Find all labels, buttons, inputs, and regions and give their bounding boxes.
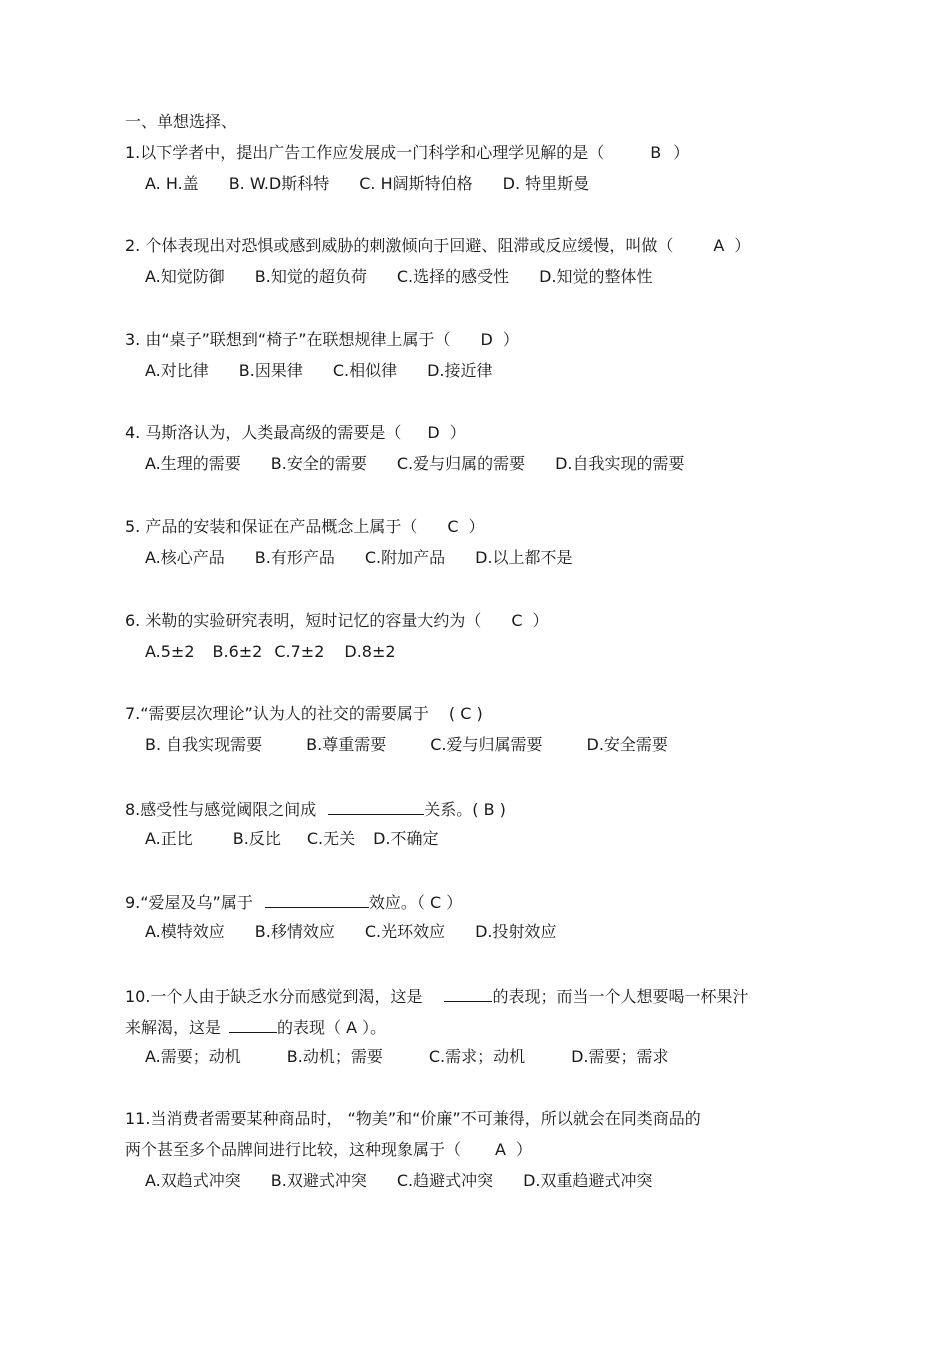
option-b: B.有形产品: [254, 548, 335, 567]
option-c: C.无关: [306, 829, 356, 848]
option-d: D.不确定: [373, 829, 439, 848]
question-4: [125, 421, 845, 483]
options: [125, 265, 845, 296]
option-d: D. 特里斯曼: [502, 174, 590, 193]
question-10: [125, 983, 845, 1076]
option-a: A.双趋式冲突: [145, 1171, 241, 1190]
options: [125, 359, 845, 390]
options: [125, 920, 845, 951]
option-c: C.光环效应: [364, 922, 446, 941]
question-stem: 7.“需要层次理论”认为人的社交的需要属于 ( C ): [125, 704, 483, 723]
answer: C: [447, 517, 459, 536]
option-a: A.需要；动机: [145, 1047, 241, 1066]
question-stem: 8.感受性与感觉阈限之间成 关系。( B ): [125, 796, 845, 827]
question-stem: 10.一个人由于缺乏水分而感觉到渴，这是 的表现；而当一个人想要喝一杯果汁: [125, 983, 845, 1014]
option-a: A.知觉防御: [145, 267, 225, 286]
option-d: D.自我实现的需要: [555, 454, 685, 473]
fill-blank: [229, 1014, 277, 1033]
question-stem: 1.以下学者中，提出广告工作应发展成一门科学和心理学见解的是（ B ）: [125, 143, 690, 162]
question-stem: 6. 米勒的实验研究表明，短时记忆的容量大约为（ C ）: [125, 611, 549, 630]
option-b: B.安全的需要: [270, 454, 367, 473]
option-c: C. H阔斯特伯格: [359, 174, 473, 193]
option-b: B.因果律: [238, 361, 303, 380]
option-c: C.附加产品: [364, 548, 446, 567]
answer: D: [427, 423, 440, 442]
fill-blank: [265, 889, 369, 908]
option-c: C.需求；动机: [428, 1047, 526, 1066]
option-b: B. W.D斯科特: [228, 174, 330, 193]
question-stem: 11.当消费者需要某种商品时， “物美”和“价廉”不可兼得，所以就会在同类商品的: [125, 1109, 701, 1128]
options: [125, 733, 845, 764]
fill-blank: [328, 796, 424, 815]
question-stem: 9.“爱屋及乌”属于 效应。（ C ）: [125, 889, 845, 920]
option-a: A.5±2: [145, 642, 195, 661]
question-11: [125, 1107, 845, 1200]
option-b: B.知觉的超负荷: [254, 267, 367, 286]
option-d: D.知觉的整体性: [539, 267, 653, 286]
question-7: [125, 702, 845, 764]
question-stem-cont: 两个甚至多个品牌间进行比较，这种现象属于（ A ）: [125, 1140, 532, 1159]
question-stem-cont: 来解渴，这是 的表现（ A ）。: [125, 1014, 845, 1045]
question-stem: 2. 个体表现出对恐惧或感到威胁的刺激倾向于回避、阻滞或反应缓慢，叫做（ A ）: [125, 236, 751, 255]
option-b: B.尊重需要: [306, 735, 387, 754]
question-stem: 5. 产品的安装和保证在产品概念上属于（ C ）: [125, 517, 485, 536]
option-a: A.核心产品: [145, 548, 225, 567]
option-a: A.生理的需要: [145, 454, 241, 473]
option-a: A.模特效应: [145, 922, 225, 941]
option-d: D.以上都不是: [475, 548, 573, 567]
option-d: D.双重趋避式冲突: [523, 1171, 653, 1190]
option-c: C.爱与归属需要: [430, 735, 543, 754]
option-a: A. H.盖: [145, 174, 199, 193]
option-d: D.8±2: [344, 642, 396, 661]
answer: B: [650, 143, 662, 162]
question-3: [125, 328, 845, 390]
question-stem: 3. 由“桌子”联想到“椅子”在联想规律上属于（ D ）: [125, 330, 519, 349]
option-a: A.正比: [145, 829, 193, 848]
option-c: C.相似律: [332, 361, 398, 380]
answer: C: [511, 611, 523, 630]
options: [125, 827, 845, 858]
option-d: D.安全需要: [586, 735, 668, 754]
option-b: B.6±2: [212, 642, 263, 661]
option-d: D.接近律: [427, 361, 493, 380]
options: [125, 1169, 845, 1200]
option-c: C.7±2: [274, 642, 325, 661]
question-5: [125, 515, 845, 577]
question-6: [125, 609, 845, 671]
fill-blank: [444, 983, 492, 1002]
answer: ( C ): [448, 704, 483, 723]
options: [125, 452, 845, 483]
option-a: A.对比律: [145, 361, 209, 380]
answer: A: [713, 236, 725, 255]
option-b: B.双避式冲突: [270, 1171, 367, 1190]
option-c: C.选择的感受性: [396, 267, 510, 286]
question-2: [125, 234, 845, 296]
question-8: [125, 796, 845, 858]
options: [125, 546, 845, 577]
option-c: C.趋避式冲突: [396, 1171, 494, 1190]
option-b: B.反比: [232, 829, 281, 848]
option-d: D.投射效应: [475, 922, 557, 941]
option-a: B. 自我实现需要: [145, 735, 263, 754]
question-stem: 4. 马斯洛认为，人类最高级的需要是（ D ）: [125, 423, 466, 442]
options: [125, 172, 845, 203]
option-d: D.需要；需求: [571, 1047, 669, 1066]
answer: D: [480, 330, 493, 349]
question-9: [125, 889, 845, 951]
option-c: C.爱与归属的需要: [396, 454, 526, 473]
option-b: B.动机；需要: [286, 1047, 383, 1066]
option-b: B.移情效应: [254, 922, 335, 941]
options: [125, 1045, 845, 1076]
answer: A: [495, 1140, 506, 1159]
section-title: 一、单想选择、: [125, 112, 238, 131]
options: [125, 640, 845, 671]
question-1: [125, 141, 845, 203]
